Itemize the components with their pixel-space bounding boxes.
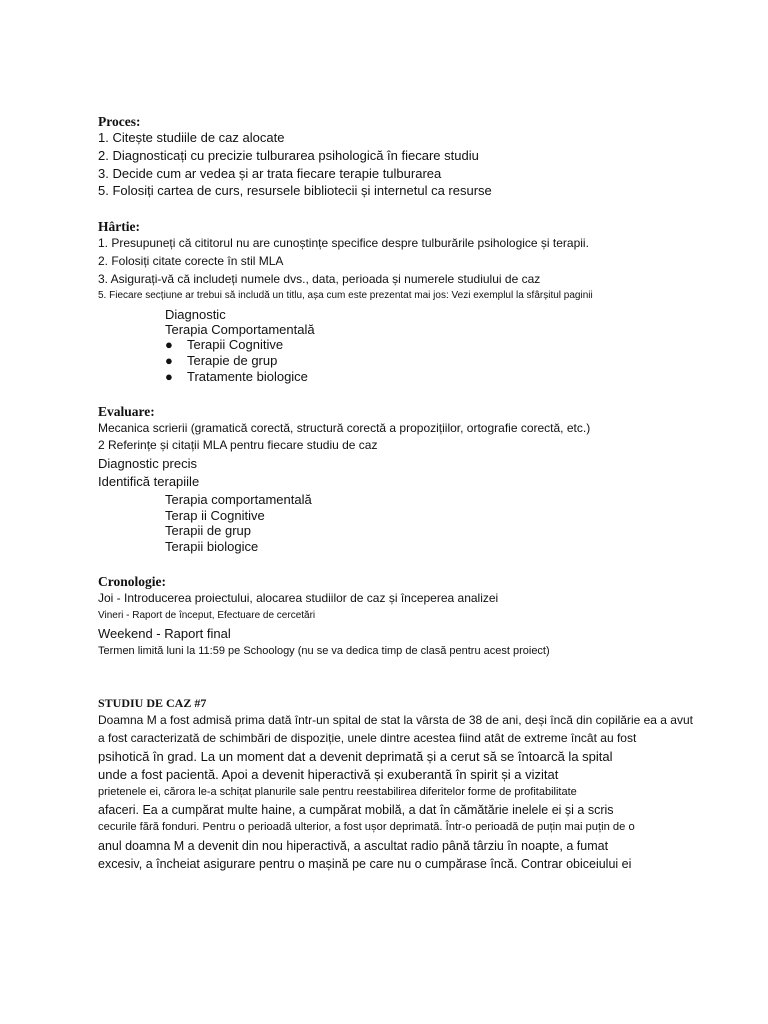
evaluare-item: Diagnostic precis xyxy=(98,456,197,471)
section-heading-hartie: Hârtie: xyxy=(98,219,140,234)
section-heading-cronologie: Cronologie: xyxy=(98,574,166,589)
bullet-label: Terapie de grup xyxy=(187,353,278,368)
case-study-line: anul doamna M a devenit din nou hiperactivă, a ascultat radio până târziu în noapte, a fumat xyxy=(98,839,609,853)
bullet-icon: ● xyxy=(165,337,173,352)
case-study-line: afaceri. Ea a cumpărat multe haine, a cumpărat mobilă, a dat în cămătărie inelele ei și a scris xyxy=(98,803,614,817)
section-heading-evaluare: Evaluare: xyxy=(98,404,155,419)
evaluare-outline-item: Terapii biologice xyxy=(165,539,259,554)
proces-step: 1. Citește studiile de caz alocate xyxy=(98,130,285,145)
hartie-item: 5. Fiecare secțiune ar trebui să includă un titlu, așa cum este prezentat mai jos: Vezi exemplul la sfârșitul paginii xyxy=(98,290,593,301)
case-study-line: cecurile fără fonduri. Pentru o perioadă ulterior, a fost ușor deprimată. Într-o perioadă de puțin mai puțin de o xyxy=(98,821,635,833)
bullet-label: Tratamente biologice xyxy=(187,369,308,384)
evaluare-outline-item: Terap ii Cognitive xyxy=(165,508,265,523)
hartie-item: 2. Folosiți citate corecte în stil MLA xyxy=(98,254,284,268)
hartie-outline-item: Diagnostic xyxy=(165,307,226,322)
bullet-label: Terapii Cognitive xyxy=(187,337,284,352)
case-study-heading: STUDIU DE CAZ #7 xyxy=(98,696,207,710)
section-heading-proces: Proces: xyxy=(98,114,141,129)
cronologie-item: Termen limită luni la 11:59 pe Schoology (nu se va dedica timp de clasă pentru acest proiect) xyxy=(98,645,550,657)
proces-step: 5. Folosiți cartea de curs, resursele bibliotecii și internetul ca resurse xyxy=(98,183,492,198)
cronologie-item: Weekend - Raport final xyxy=(98,626,231,641)
hartie-item: 3. Asigurați-vă că includeți numele dvs., data, perioada și numerele studiului de caz xyxy=(98,272,541,286)
case-study-line: excesiv, a încheiat asigurare pentru o mașină pe care nu o cumpărase încă. Contrar obiceiului ei xyxy=(98,857,632,871)
proces-step: 3. Decide cum ar vedea și ar trata fiecare terapie tulburarea xyxy=(98,166,442,181)
case-study-line: psihotică în grad. La un moment dat a devenit deprimată și a cerut să se întoarcă la spital xyxy=(98,749,613,764)
proces-step: 2. Diagnosticați cu precizie tulburarea psihologică în fiecare studiu xyxy=(98,148,479,163)
evaluare-item: Identifică terapiile xyxy=(98,474,200,489)
case-study-line: prietenele ei, cărora le-a schițat planurile sale pentru reestabilirea diferitelor forme de profitabilitate xyxy=(98,786,577,798)
hartie-outline-item: Terapia Comportamentală xyxy=(165,322,315,337)
hartie-bullet-item xyxy=(165,338,283,353)
cronologie-item: Joi - Introducerea proiectului, alocarea studiilor de caz și începerea analizei xyxy=(98,591,499,605)
evaluare-item: 2 Referințe și citații MLA pentru fiecare studiu de caz xyxy=(98,438,378,452)
hartie-item: 1. Presupuneți că cititorul nu are cunoștințe specifice despre tulburările psihologice și terapii. xyxy=(98,236,589,250)
case-study-line: Doamna M a fost admisă prima dată într-un spital de stat la vârsta de 38 de ani, deși încă din copilărie ea a avut xyxy=(98,713,693,727)
hartie-bullet-item xyxy=(165,370,308,385)
hartie-bullet-item xyxy=(165,354,277,369)
evaluare-outline-item: Terapii de grup xyxy=(165,523,251,538)
case-study-line: unde a fost pacientă. Apoi a devenit hiperactivă și exuberantă în spirit și a vizitat xyxy=(98,767,559,782)
evaluare-item: Mecanica scrierii (gramatică corectă, structură corectă a propozițiilor, ortografie corectă, etc.) xyxy=(98,421,591,435)
bullet-icon: ● xyxy=(165,369,173,384)
bullet-icon: ● xyxy=(165,353,173,368)
evaluare-outline-item: Terapia comportamentală xyxy=(165,492,312,507)
case-study-line: a fost caracterizată de schimbări de dispoziție, unele dintre acestea fiind atât de extreme încât au fost xyxy=(98,731,637,745)
cronologie-item: Vineri - Raport de început, Efectuare de cercetări xyxy=(98,610,316,621)
